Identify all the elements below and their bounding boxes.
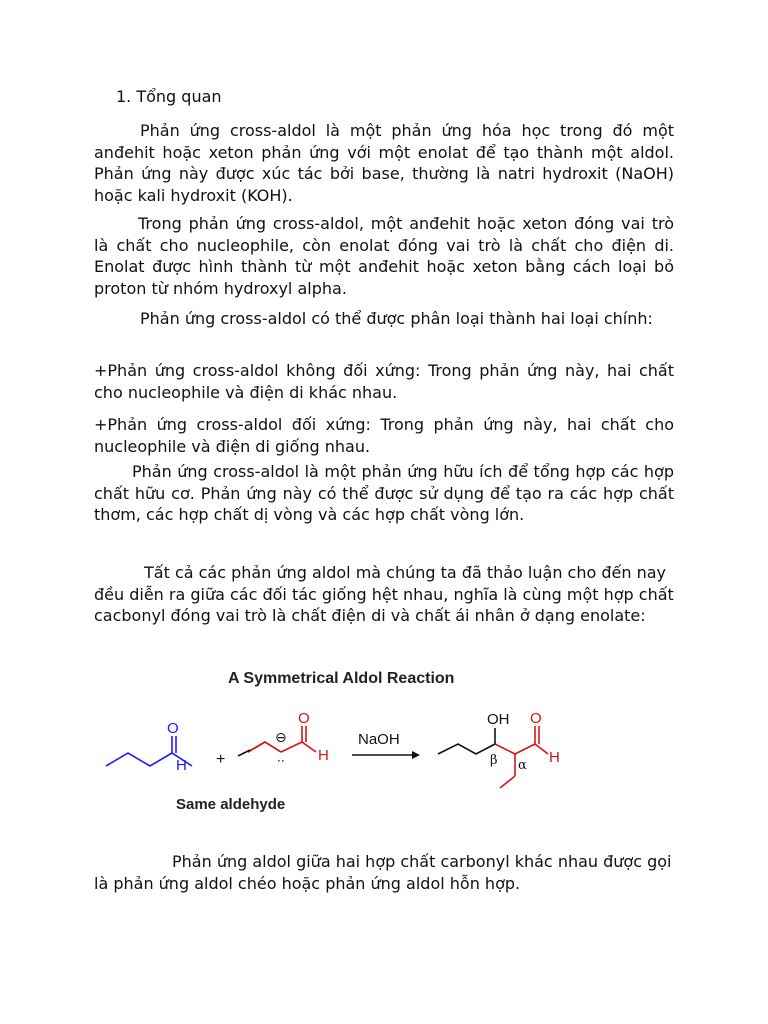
beta-carbon-label: β [490,753,498,768]
paragraph-symmetric: +Phản ứng cross-aldol đối xứng: Trong phản ứng này, hai chất cho nucleophile và điện di giống nhau. [94,415,674,456]
reagent-label: NaOH [358,731,400,748]
enolate-propyl-tail [238,750,250,756]
butanal-oxygen-label: O [167,720,179,737]
product-oxygen-label: O [530,710,542,727]
scheme-title: A Symmetrical Aldol Reaction [228,670,455,687]
paragraph-identical-partners: Tất cả các phản ứng aldol mà chúng ta đã thảo luận cho đến nay đều diễn ra giữa các đối tác giống hệt nhau, nghĩa là cùng một hợp chất cacbonyl đóng vai trò là chất điện di và chất ái nhân ở dạng enolate: [94,563,674,625]
paragraph-1: Phản ứng cross-aldol là một phản ứng hóa học trong đó một anđehit hoặc xeton phản ứng với một enolat để tạo thành một aldol. Phản ứng này được xúc tác bởi base, thường là natri hydroxit (NaOH) hoặc kali hydroxit (KOH). [94,121,674,205]
paragraph-asymmetric: +Phản ứng cross-aldol không đối xứng: Trong phản ứng này, hai chất cho nucleophile và điện di khác nhau. [94,361,674,402]
enolate-charge: ⊖ [275,730,287,746]
paragraph-3: Phản ứng cross-aldol có thể được phân loại thành hai loại chính: [140,309,653,328]
product-hydrogen-label: H [549,749,560,766]
butanal-hydrogen-label: H [176,757,187,774]
paragraph-2: Trong phản ứng cross-aldol, một anđehit hoặc xeton đóng vai trò là chất cho nucleophile, còn enolat đóng vai trò là chất cho điện di. Enolat được hình thành từ một anđehit hoặc xeton bằng cách loại bỏ proton từ nhóm hydroxyl alpha. [94,214,674,298]
enolate-hydrogen-label: H [318,747,329,764]
scheme-caption: Same aldehyde [176,796,286,813]
alpha-carbon-label: α [518,758,527,773]
reaction-arrow [352,751,420,759]
section-heading: 1. Tổng quan [116,87,222,106]
plus-sign: + [216,751,226,768]
product-hydroxyl-label: OH [487,711,510,728]
enolate-oxygen-label: O [298,710,310,727]
paragraph-cross-aldol: Phản ứng aldol giữa hai hợp chất carbonyl khác nhau được gọi là phản ứng aldol chéo hoặc phản ứng aldol hỗn hợp. [94,852,672,893]
paragraph-applications: Phản ứng cross-aldol là một phản ứng hữu ích để tổng hợp các hợp chất hữu cơ. Phản ứng này có thể được sử dụng để tạo ra các hợp chất thơm, các hợp chất dị vòng và các hợp chất vòng lớn. [94,462,674,524]
enolate-lone-pair: ·· [277,754,285,768]
